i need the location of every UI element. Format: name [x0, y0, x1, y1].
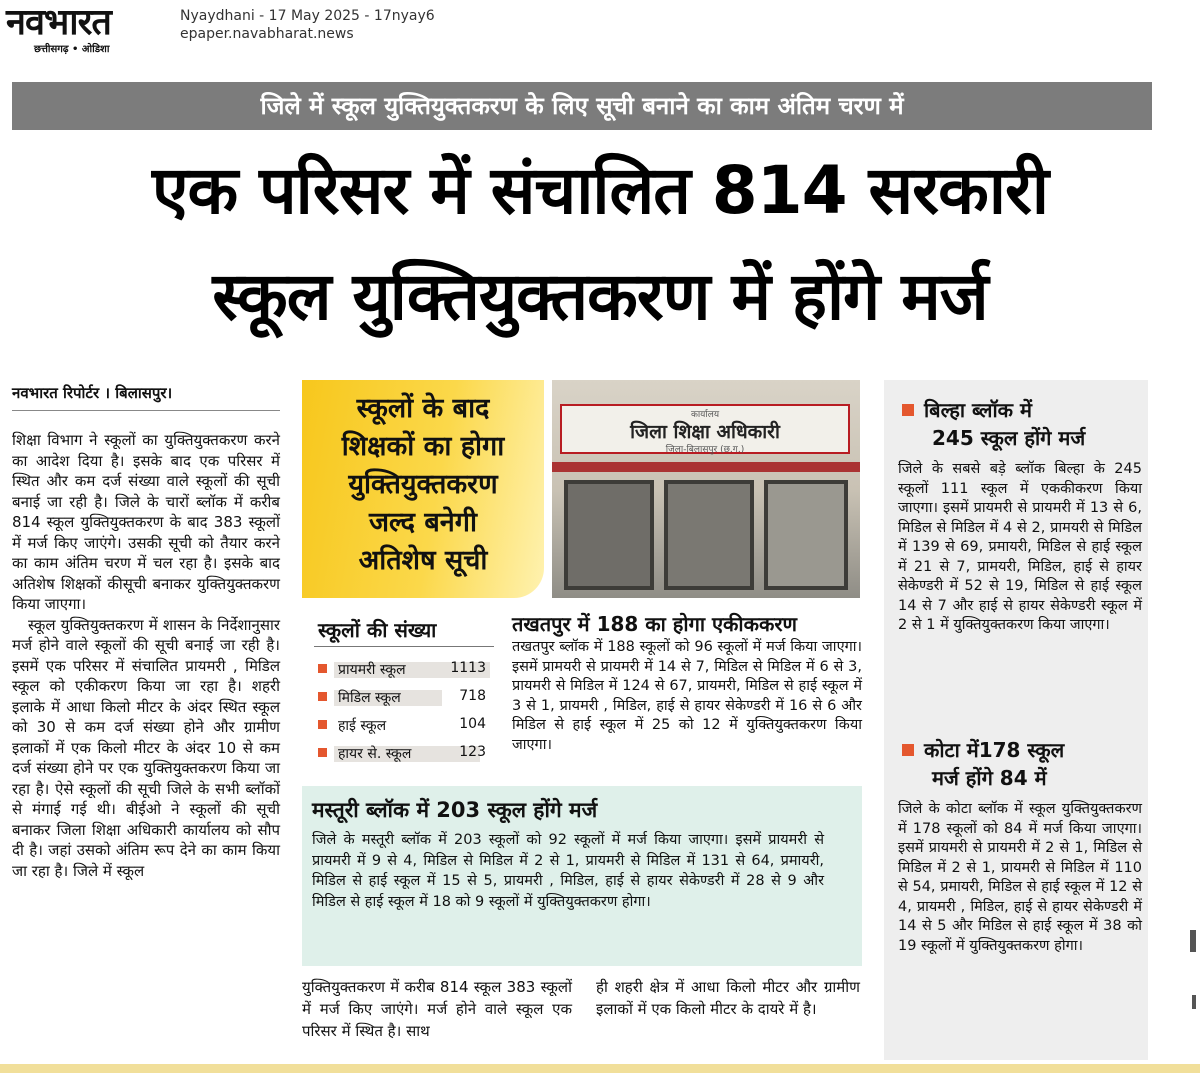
- bottom-color-strip: [0, 1064, 1200, 1073]
- bilha-title-line-2: 245 स्कूल होंगे मर्ज: [932, 426, 1086, 450]
- count-label: प्रायमरी स्कूल: [338, 662, 406, 678]
- count-value: 718: [459, 688, 486, 704]
- masturi-body: जिले के मस्तूरी ब्लॉक में 203 स्कूलों को 92 स्कूलों में मर्ज किया जाएगा। इसमें प्रायमरी से प्रायमरी में 9 से 4, मिडिल से मिडिल में 2 से 1, प्रायमरी से मिडिल में 131 से 64, प्रमायरी, मिडिल से हाई स्कूल में 15 से 5, प्रायमरी , मिडिल, हाई से हायर सेकेण्डरी में 28 से 9 और मिडिल से हाई स्कूल में 18 को 9 स्कूलों में युक्तियुक्तकरण होगा।: [312, 832, 824, 910]
- left-article-column: [12, 430, 280, 881]
- count-value: 104: [459, 716, 486, 732]
- photo-window: [664, 480, 754, 590]
- bilha-body: जिले के सबसे बड़े ब्लॉक बिल्हा के 245 स्कूलों 111 स्कूल में एककीकरण किया जाएगा। इसमें प्रायमरी से प्रायमरी में 13 से 6, मिडिल से मिडिल में 4 से 2, प्रामयरी से मिडिल में 139 से 69, प्रमायरी, मिडिल से हाई स्कूल में 21 से 7, प्रामयरी, मिडिल, हाई से हायर सेकेण्डरी में 52 से 19, मिडिल से हाई स्कूल 14 से 7 और हाई से हायर सेकेण्डरी स्कूल में 2 से 1 में युक्तियुक्तकरण किया जाएगा।: [898, 461, 1142, 633]
- kota-title-line-1: [902, 736, 1064, 764]
- school-count-box: [302, 606, 502, 766]
- school-count-row: [312, 742, 492, 764]
- masturi-box: [302, 786, 862, 966]
- signboard-subtitle: जिला-बिलासपुर (छ.ग.): [665, 445, 745, 455]
- byline-divider: [12, 410, 280, 411]
- edition-line: Nyaydhani - 17 May 2025 - 17nyay6: [180, 8, 435, 24]
- bullet-square-icon: [902, 404, 914, 416]
- school-count-row: [312, 658, 492, 680]
- epaper-url[interactable]: epaper.navabharat.news: [180, 26, 354, 42]
- logo-subtitle: छत्तीसगढ़ • ओडिशा: [34, 44, 110, 55]
- article-paragraph: स्कूल युक्तियुक्तकरण में शासन के निर्देशानुसार मर्ज होने वाले स्कूलों की सूची बनाई जा रही है। इसमें एक परिसर में संचालित प्रायमरी , मिडिल स्कूल को एकीकरण किया जा रहा है। शहरी इलाके में आधा किलो मीटर के अंदर स्थित स्कूल को 30 से कम दर्ज संख्या होने और ग्रामीण इलाकों में एक किलो मीटर के अंदर 10 से कम दर्ज संख्या होने पर एक युक्तियुक्तकरण किया जा रहा है। ऐसे स्कूलों की सूची जिले के सभी ब्लॉकों से मंगाई गई थी। बीईओ ने स्कूलों की सूची बनाकर जिला शिक्षा अधिकारी कार्यालय को सौप दी है। जहां उसको अंतिम रूप देने का काम किया जा रहा है। जिले में स्कूल: [12, 615, 280, 880]
- bullet-square-icon: [318, 720, 327, 729]
- kota-title-text: कोटा में178 स्कूल: [924, 738, 1065, 762]
- highlight-text: [302, 390, 544, 580]
- headline-line-2: स्कूल युक्तियुक्तकरण में होंगे मर्ज: [212, 258, 988, 335]
- page-edge-marker: [1192, 995, 1196, 1009]
- headline-line-1: एक परिसर में संचालित 814 सरकारी: [151, 152, 1049, 229]
- takhatpur-title: तखतपुर में 188 का होगा एकीककरण: [512, 612, 797, 636]
- signboard-title: जिला शिक्षा अधिकारी: [630, 421, 780, 443]
- bilha-title-text: बिल्हा ब्लॉक में: [924, 398, 1032, 422]
- count-value: 123: [459, 744, 486, 760]
- count-label: हाई स्कूल: [338, 718, 387, 734]
- bullet-square-icon: [318, 664, 327, 673]
- bullet-square-icon: [318, 748, 327, 757]
- highlight-line: जल्द बनेगी: [368, 507, 477, 538]
- count-value: 1113: [450, 660, 486, 676]
- photo-red-band: [552, 462, 860, 472]
- office-photo: [552, 380, 860, 598]
- bottom-middle-column-2: ही शहरी क्षेत्र में आधा किलो मीटर और ग्रामीण इलाकों में एक किलो मीटर के दायरे में है।: [596, 978, 860, 1018]
- count-label: हायर से. स्कूल: [338, 746, 412, 762]
- signboard-top-text: कार्यालय: [690, 410, 720, 420]
- photo-window: [564, 480, 654, 590]
- bilha-title-line-1: [902, 396, 1032, 424]
- newspaper-logo: नवभारत: [6, 1, 111, 43]
- bullet-square-icon: [902, 744, 914, 756]
- bullet-square-icon: [318, 692, 327, 701]
- highlight-line: स्कूलों के बाद: [356, 393, 490, 424]
- school-count-row: [312, 686, 492, 708]
- count-label: मिडिल स्कूल: [338, 690, 401, 706]
- bottom-middle-column-1: युक्तियुक्तकरण में करीब 814 स्कूल 383 स्कूलों में मर्ज किए जाएंगे। मर्ज होने वाले स्कूल एक परिसर में स्थित है। साथ: [302, 978, 572, 1040]
- takhatpur-body: तखतपुर ब्लॉक में 188 स्कूलों को 96 स्कूलों में मर्ज किया जाएगा। इसमें प्रामयरी से प्रायमरी में 14 से 7, मिडिल से मिडिल में 6 से 3, प्रायमरी से मिडिल में 124 से 67, प्रायमरी, मिडिल से हाई स्कूल में 3 से 1, प्रायमरी , मिडिल, हाई से हायर सेकेण्डरी में 16 से 6 और मिडिल से हाई स्कूल में 25 को 12 में युक्तियुक्तकरण किया जाएगा।: [512, 639, 862, 753]
- kota-body: जिले के कोटा ब्लॉक में स्कूल युक्तियुक्तकरण में 178 स्कूलों को 84 में मर्ज किया जाएगा। इसमें प्रायमरी से प्रायमरी में 2 से 1, मिडिल से मिडिल में 2 से 1, प्रायमरी से मिडिल में 110 से 54, प्रमायरी, मिडिल से हाई स्कूल में 12 से 4, प्रायमरी , मिडिल, हाई से हायर सेकेण्डरी में 14 से 5 और मिडिल से हाई स्कूल में 38 को 19 स्कूलों में युक्तियुक्तकरण होगा।: [898, 801, 1142, 954]
- highlight-line: युक्तियुक्तकरण: [348, 469, 498, 500]
- byline: नवभारत रिपोर्टर । बिलासपुर।: [12, 384, 173, 402]
- highlight-line: अतिशेष सूची: [358, 545, 488, 576]
- kota-title-line-2: मर्ज होंगे 84 में: [932, 766, 1047, 790]
- page-edge-marker: [1190, 930, 1196, 952]
- masturi-title: मस्तूरी ब्लॉक में 203 स्कूल होंगे मर्ज: [312, 798, 598, 822]
- article-paragraph: शिक्षा विभाग ने स्कूलों का युक्तियुक्तकरण करने का आदेश दिया है। इसके बाद एक परिसर में स्थित और कम दर्ज संख्या वाले स्कूलों की सूची बनाई जा रही है। जिले के चारों ब्लॉक में करीब 814 स्कूल युक्तियुक्तकरण के बाद 383 स्कूलों में मर्ज किए जाएंगे। उसकी सूची को तैयार करने का काम अंतिम चरण में चल रहा है। इसके बाद अतिशेष शिक्षकों कीसूची बनाकर युक्तियुक्तकरण किया जाएगा।: [12, 431, 280, 613]
- photo-door: [764, 480, 848, 590]
- masthead: [0, 0, 1200, 72]
- highlight-box: [302, 380, 544, 598]
- right-sidebar: [884, 380, 1148, 1060]
- kicker-strap: जिले में स्कूल युक्तियुक्तकरण के लिए सूची बनाने का काम अंतिम चरण में: [12, 82, 1152, 130]
- school-count-row: [312, 714, 492, 736]
- office-signboard: [560, 404, 850, 454]
- highlight-line: शिक्षकों का होगा: [341, 431, 505, 462]
- school-count-divider: [314, 646, 494, 647]
- school-count-title: स्कूलों की संख्या: [318, 618, 437, 642]
